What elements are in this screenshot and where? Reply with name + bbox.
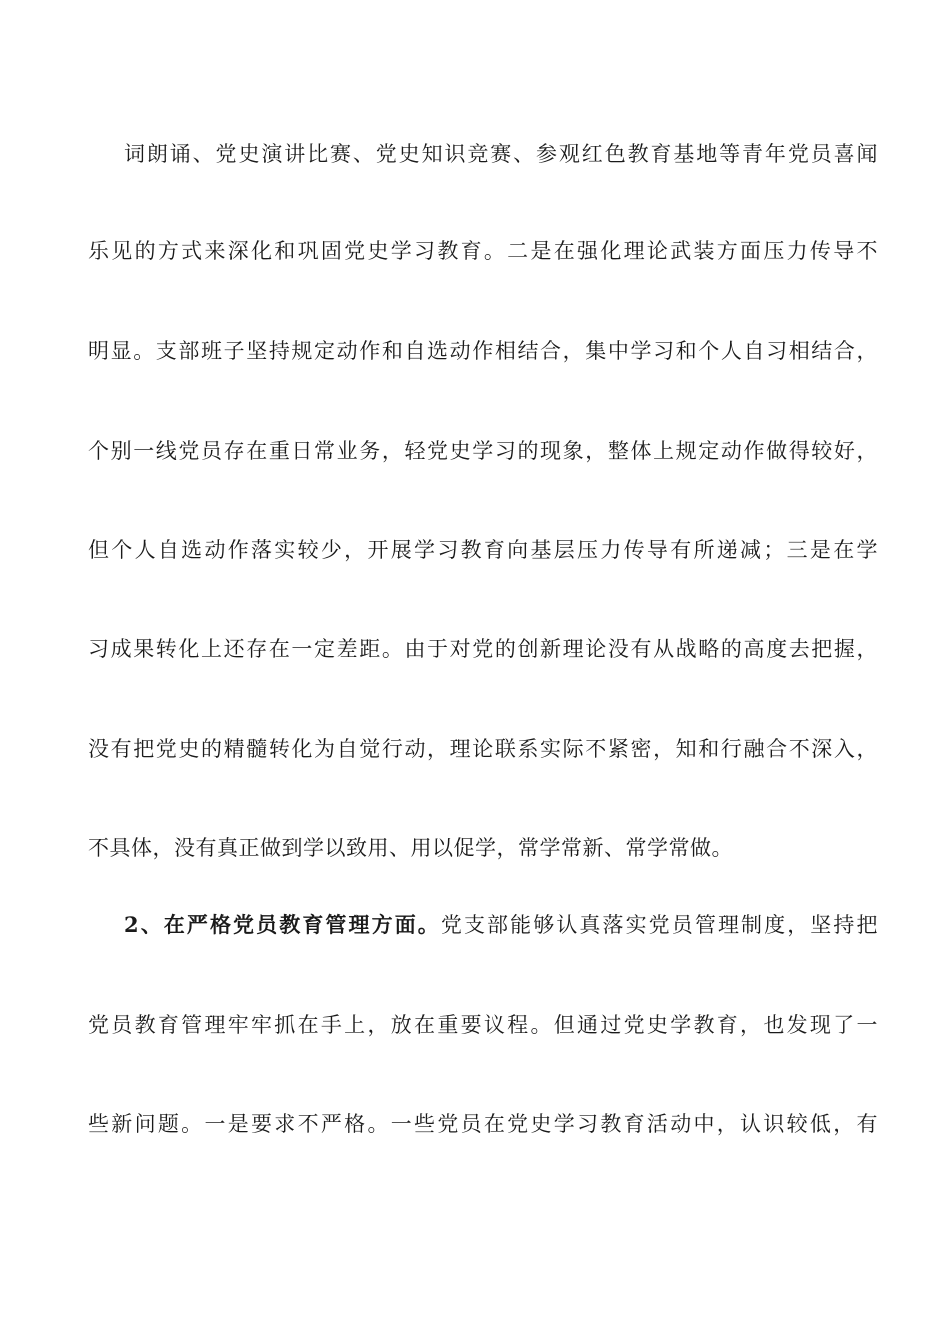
- paragraph-line: 个别一线党员存在重日常业务，轻党史学习的现象，整体上规定动作做得较好，: [88, 439, 878, 463]
- section-2-first-line-text: 党支部能够认真落实党员管理制度，坚持把: [440, 913, 878, 937]
- paragraph-line: 习成果转化上还存在一定差距。由于对党的创新理论没有从战略的高度去把握，: [88, 637, 878, 661]
- paragraph-line: 不具体，没有真正做到学以致用、用以促学，常学常新、常学常做。: [88, 836, 733, 860]
- paragraph-line: 些新问题。一是要求不严格。一些党员在党史学习教育活动中，认识较低，有: [88, 1112, 878, 1136]
- paragraph-line: 但个人自选动作落实较少，开展学习教育向基层压力传导有所递减；三是在学: [88, 538, 878, 562]
- paragraph-line: 没有把党史的精髓转化为自觉行动，理论联系实际不紧密，知和行融合不深入，: [88, 737, 878, 761]
- paragraph-line: 乐见的方式来深化和巩固党史学习教育。二是在强化理论武装方面压力传导不: [88, 239, 878, 263]
- paragraph-line: 明显。支部班子坚持规定动作和自选动作相结合，集中学习和个人自习相结合，: [88, 339, 878, 363]
- paragraph-line: 词朗诵、党史演讲比赛、党史知识竞赛、参观红色教育基地等青年党员喜闻: [124, 142, 878, 166]
- section-2-first-line: [124, 908, 878, 942]
- paragraph-line: 党员教育管理牢牢抓在手上，放在重要议程。但通过党史学教育，也发现了一: [88, 1013, 878, 1037]
- section-2-heading: 2、在严格党员教育管理方面。: [124, 912, 441, 937]
